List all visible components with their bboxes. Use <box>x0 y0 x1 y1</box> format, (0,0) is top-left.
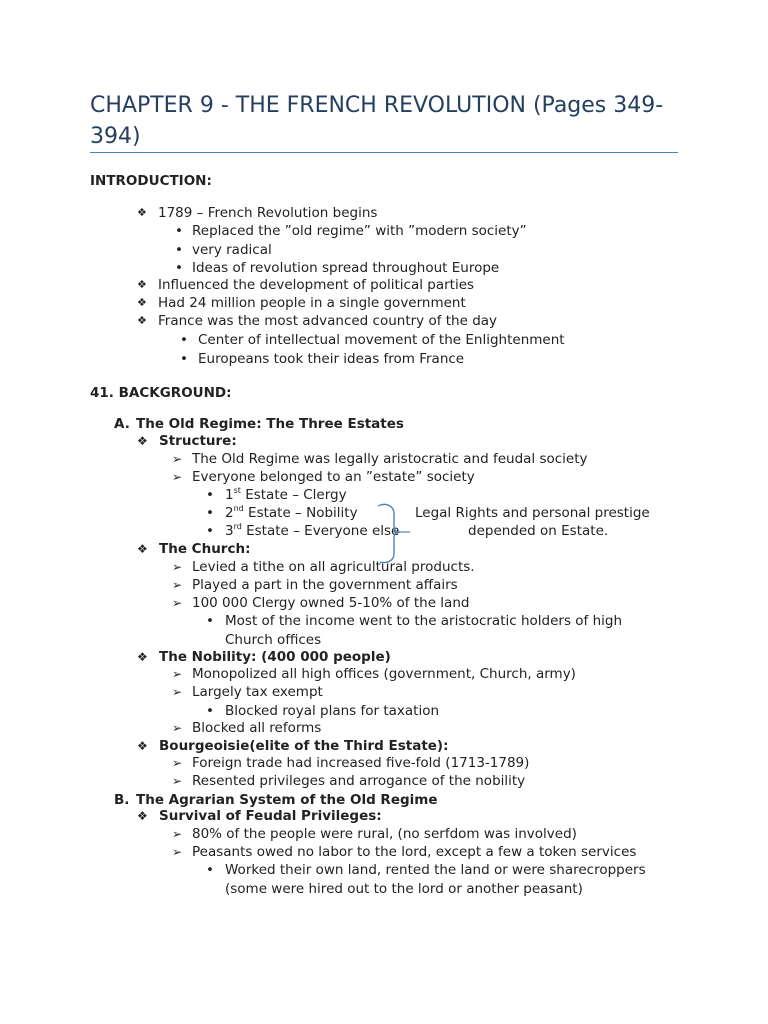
list-item: Played a part in the government affairs <box>192 577 458 593</box>
arrow-bullet-icon: ➢ <box>172 845 183 859</box>
list-item: Peasants owed no labor to the lord, except a few a token services <box>192 844 637 860</box>
list-subitem: Worked their own land, rented the land or were sharecroppers <box>225 862 646 878</box>
bullet-icon: • <box>206 523 214 539</box>
list-item: Resented privileges and arrogance of the nobility <box>192 773 526 789</box>
diamond-bullet-icon: ❖ <box>137 650 148 664</box>
list-item: 80% of the people were rural, (no serfdom was involved) <box>192 826 577 842</box>
list-item: Levied a tithe on all agricultural products. <box>192 559 475 575</box>
intro-subitem: Ideas of revolution spread throughout Europe <box>192 260 500 276</box>
intro-subitem: Replaced the ”old regime” with ”modern society” <box>192 223 527 239</box>
bullet-icon: • <box>206 505 214 521</box>
intro-item: 1789 – French Revolution begins <box>158 205 378 221</box>
diamond-bullet-icon: ❖ <box>137 314 147 327</box>
intro-item: Had 24 million people in a single government <box>158 295 466 311</box>
estate-note: depended on Estate. <box>468 523 609 539</box>
subsection-title: The Nobility: (400 000 people) <box>159 649 391 665</box>
list-item: Monopolized all high offices (government, Church, army) <box>192 666 576 682</box>
bullet-icon: • <box>206 613 214 629</box>
subsection-title: The Church: <box>159 541 251 557</box>
intro-item: Influenced the development of political parties <box>158 277 475 293</box>
arrow-bullet-icon: ➢ <box>172 470 183 484</box>
estate-item: 3rd Estate – Everyone else <box>225 521 400 539</box>
bullet-icon: • <box>206 703 214 719</box>
list-subitem-continued: Church offices <box>225 632 322 648</box>
subsection-title: Structure: <box>159 433 237 449</box>
arrow-bullet-icon: ➢ <box>172 756 183 770</box>
arrow-bullet-icon: ➢ <box>172 774 183 788</box>
intro-subitem: very radical <box>192 242 272 258</box>
diamond-bullet-icon: ❖ <box>137 739 148 753</box>
subsection-title: Survival of Feudal Privileges: <box>159 808 382 824</box>
arrow-bullet-icon: ➢ <box>172 685 183 699</box>
list-subitem-continued: (some were hired out to the lord or another peasant) <box>225 881 583 897</box>
list-item: The Old Regime was legally aristocratic and feudal society <box>192 451 588 467</box>
diamond-bullet-icon: ❖ <box>137 278 147 291</box>
bullet-icon: • <box>180 351 188 367</box>
diamond-bullet-icon: ❖ <box>137 434 148 448</box>
bullet-icon: • <box>175 260 183 276</box>
diamond-bullet-icon: ❖ <box>137 542 148 556</box>
diamond-bullet-icon: ❖ <box>137 296 147 309</box>
list-item: Largely tax exempt <box>192 684 323 700</box>
estate-note: Legal Rights and personal prestige <box>415 505 650 521</box>
arrow-bullet-icon: ➢ <box>172 452 183 466</box>
section-title: The Agrarian System of the Old Regime <box>136 792 438 808</box>
subsection-title: Bourgeoisie(elite of the Third Estate): <box>159 738 449 754</box>
section-letter: A. <box>114 416 130 432</box>
arrow-bullet-icon: ➢ <box>172 827 183 841</box>
bullet-icon: • <box>206 862 214 878</box>
arrow-bullet-icon: ➢ <box>172 667 183 681</box>
bullet-icon: • <box>206 487 214 503</box>
intro-heading: INTRODUCTION: <box>90 173 212 189</box>
estate-item: 2nd Estate – Nobility <box>225 503 358 521</box>
diamond-bullet-icon: ❖ <box>137 206 147 219</box>
title-rule <box>90 152 678 153</box>
list-subitem: Most of the income went to the aristocratic holders of high <box>225 613 623 629</box>
bullet-icon: • <box>175 242 183 258</box>
arrow-bullet-icon: ➢ <box>172 596 183 610</box>
list-item: 100 000 Clergy owned 5-10% of the land <box>192 595 470 611</box>
arrow-bullet-icon: ➢ <box>172 560 183 574</box>
background-heading: 41. BACKGROUND: <box>90 385 232 401</box>
list-subitem: Blocked royal plans for taxation <box>225 703 440 719</box>
list-item: Blocked all reforms <box>192 720 322 736</box>
list-item: Foreign trade had increased five-fold (1713-1789) <box>192 755 530 771</box>
list-item: Everyone belonged to an ”estate” society <box>192 469 475 485</box>
intro-subitem: Center of intellectual movement of the Enlightenment <box>198 332 565 348</box>
chapter-title: CHAPTER 9 - THE FRENCH REVOLUTION (Pages 349-394) <box>90 93 664 149</box>
bullet-icon: • <box>180 332 188 348</box>
estate-item: 1st Estate – Clergy <box>225 485 347 503</box>
intro-item: France was the most advanced country of the day <box>158 313 498 329</box>
arrow-bullet-icon: ➢ <box>172 578 183 592</box>
section-letter: B. <box>114 792 130 808</box>
section-title: The Old Regime: The Three Estates <box>136 416 404 432</box>
intro-subitem: Europeans took their ideas from France <box>198 351 465 367</box>
bullet-icon: • <box>175 223 183 239</box>
diamond-bullet-icon: ❖ <box>137 809 148 823</box>
arrow-bullet-icon: ➢ <box>172 721 183 735</box>
